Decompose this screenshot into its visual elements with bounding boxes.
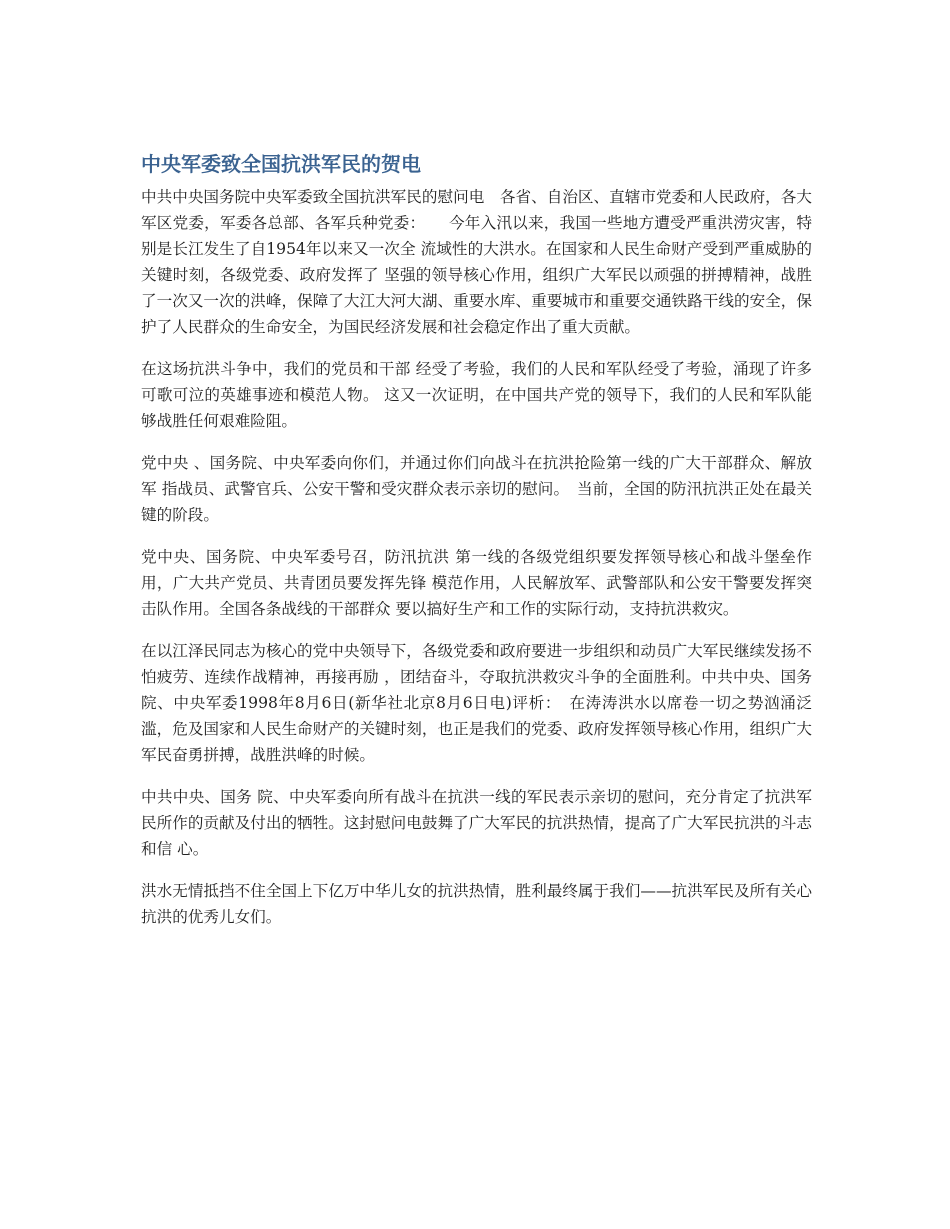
document-body	[141, 148, 812, 946]
paragraph-1: 中共中央国务院中央军委致全国抗洪军民的慰问电 各省、自治区、直辖市党委和人民政府，各大军区党委，军委各总部、各军兵种党委： 今年入汛以来，我国一些地方遭受严重洪涝灾害，特别是长江发生了自1954年以来又一次全 流域性的大洪水。在国家和人民生命财产受到严重威胁的关键时刻，各级党委、政府发挥了 坚强的领导核心作用，组织广大军民以顽强的拼搏精神，战胜了一次又一次的洪峰，保障了大江大河大湖、重要水库、重要城市和重要交通铁路干线的安全，保护了人民群众的生命安全，为国民经济发展和社会稳定作出了重大贡献。	[141, 188, 812, 336]
paragraph-5: 在以江泽民同志为核心的党中央领导下，各级党委和政府要进一步组织和动员广大军民继续发扬不怕疲劳、连续作战精神，再接再励 ，团结奋斗，夺取抗洪救灾斗争的全面胜利。中共中央、国务院、中央军委1998年8月6日(新华社北京8月6日电)评析： 在涛涛洪水以席卷一切之势汹涌泛滥，危及国家和人民生命财产的关键时刻，也正是我们的党委、政府发挥领导核心作用，组织广大军民奋勇拼搏，战胜洪峰的时候。	[141, 642, 812, 764]
paragraph-6: 中共中央、国务 院、中央军委向所有战斗在抗洪一线的军民表示亲切的慰问，充分肯定了抗洪军民所作的贡献及付出的牺牲。这封慰问电鼓舞了广大军民的抗洪热情，提高了广大军民抗洪的斗志和信 心。	[141, 788, 812, 858]
paragraph-2: 在这场抗洪斗争中，我们的党员和干部 经受了考验，我们的人民和军队经受了考验，涌现了许多可歌可泣的英雄事迹和模范人物。 这又一次证明，在中国共产党的领导下，我们的人民和军队能够战胜任何艰难险阻。	[141, 360, 812, 430]
paragraph-3: 党中央 、国务院、中央军委向你们，并通过你们向战斗在抗洪抢险第一线的广大干部群众、解放军 指战员、武警官兵、公安干警和受灾群众表示亲切的慰问。 当前，全国的防汛抗洪正处在最关键的阶段。	[141, 454, 812, 524]
paragraph-7: 洪水无情抵挡不住全国上下亿万中华儿女的抗洪热情，胜利最终属于我们——抗洪军民及所有关心抗洪的优秀儿女们。	[141, 882, 812, 926]
document-title: 中央军委致全国抗洪军民的贺电	[141, 152, 421, 176]
paragraph-4: 党中央、国务院、中央军委号召，防汛抗洪 第一线的各级党组织要发挥领导核心和战斗堡垒作用，广大共产党员、共青团员要发挥先锋 模范作用，人民解放军、武警部队和公安干警要发挥突击队作用。全国各条战线的干部群众 要以搞好生产和工作的实际行动，支持抗洪救灾。	[141, 548, 812, 618]
